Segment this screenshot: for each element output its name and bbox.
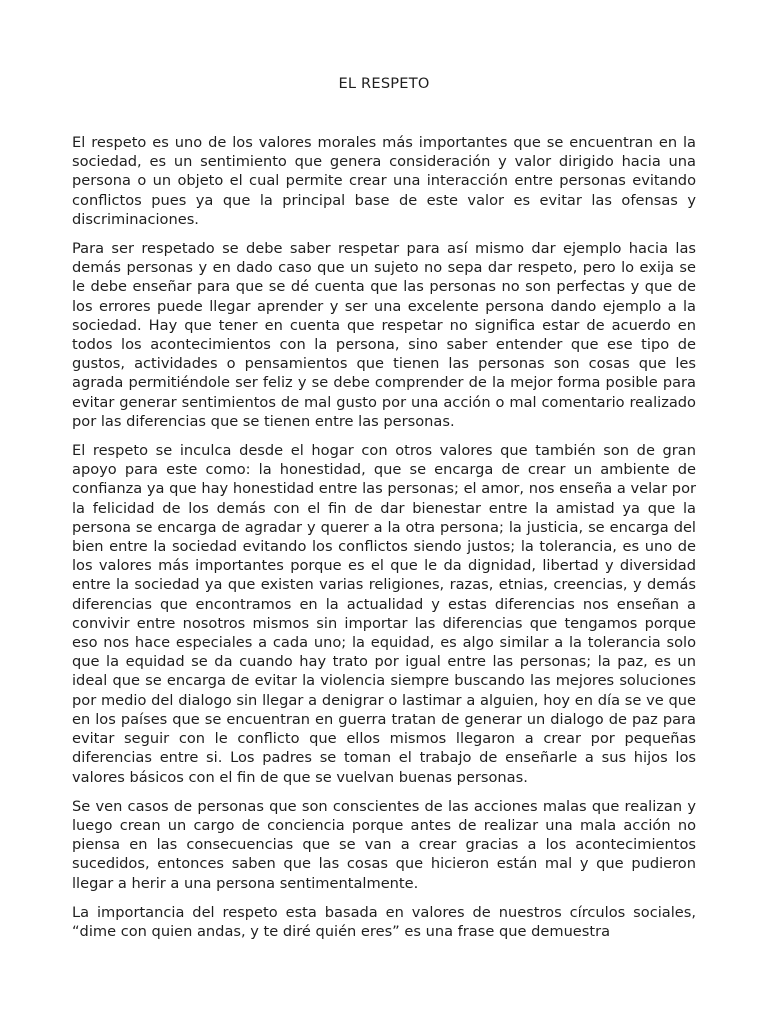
document-title: EL RESPETO bbox=[338, 75, 430, 92]
paragraph: El respeto es uno de los valores morales más importantes que se encuentran en la sociedad, es un sentimiento que genera consideración y valor dirigido hacia una persona o un objeto el cual permite crear una interacción entre personas evitando conflictos pues ya que la principal base de este valor es evitar las ofensas y discriminaciones. bbox=[72, 134, 696, 228]
paragraph: La importancia del respeto esta basada en valores de nuestros círculos sociales, “dime con quien andas, y te diré quién eres” es una frase que demuestra bbox=[72, 903, 696, 940]
paragraph: Se ven casos de personas que son conscientes de las acciones malas que realizan y luego crean un cargo de conciencia porque antes de realizar una mala acción no piensa en las consecuencias que se van a crear gracias a los acontecimientos sucedidos, entonces saben que las cosas que hicieron están mal y que pudieron llegar a herir a una persona sentimentalmente. bbox=[72, 797, 696, 892]
document-body bbox=[72, 133, 696, 951]
paragraph: Para ser respetado se debe saber respetar para así mismo dar ejemplo hacia las demás personas y en dado caso que un sujeto no sepa dar respeto, pero lo exija se le debe enseñar para que se dé cuenta que las personas no son perfectas y que de los errores puede llegar aprender y ser una excelente persona dando ejemplo a la sociedad. Hay que tener en cuenta que respetar no significa estar de acuerdo en todos los acontecimientos con la persona, sino saber entender que ese tipo de gustos, actividades o pensamientos que tienen las personas son cosas que les agrada permitiéndole ser feliz y se debe comprender de la mejor forma posible para evitar generar sentimientos de mal gusto por una acción o mal comentario realizado por las diferencias que se tienen entre las personas. bbox=[72, 240, 696, 430]
paragraph: El respeto se inculca desde el hogar con otros valores que también son de gran apoyo para este como: la honestidad, que se encarga de crear un ambiente de confianza ya que hay honestidad entre las personas; el amor, nos enseña a velar por la felicidad de los demás con el fin de dar bienestar entre la amistad ya que la persona se encarga de agradar y querer a la otra persona; la justicia, se encarga del bien entre la sociedad evitando los conflictos siendo justos; la tolerancia, es uno de los valores más importantes porque es el que le da dignidad, libertad y diversidad entre la sociedad ya que existen varias religiones, razas, etnias, creencias, y demás diferencias que encontramos en la actualidad y estas diferencias nos enseñan a convivir entre nosotros mismos sin importar las diferencias que tengamos porque eso nos hace especiales a cada uno; la equidad, es algo similar a la tolerancia solo que la equidad se da cuando hay trato por igual entre las personas; la paz, es un ideal que se encarga de evitar la violencia siempre buscando las mejores soluciones por medio del dialogo sin llegar a denigrar o lastimar a alguien, hoy en día se ve que en los países que se encuentran en guerra tratan de generar un dialogo de paz para evitar seguir con le conflicto que ellos mismos llegaron a crear por pequeñas diferencias entre si. Los padres se toman el trabajo de enseñarle a sus hijos los valores básicos con el fin de que se vuelvan buenas personas. bbox=[72, 442, 696, 786]
